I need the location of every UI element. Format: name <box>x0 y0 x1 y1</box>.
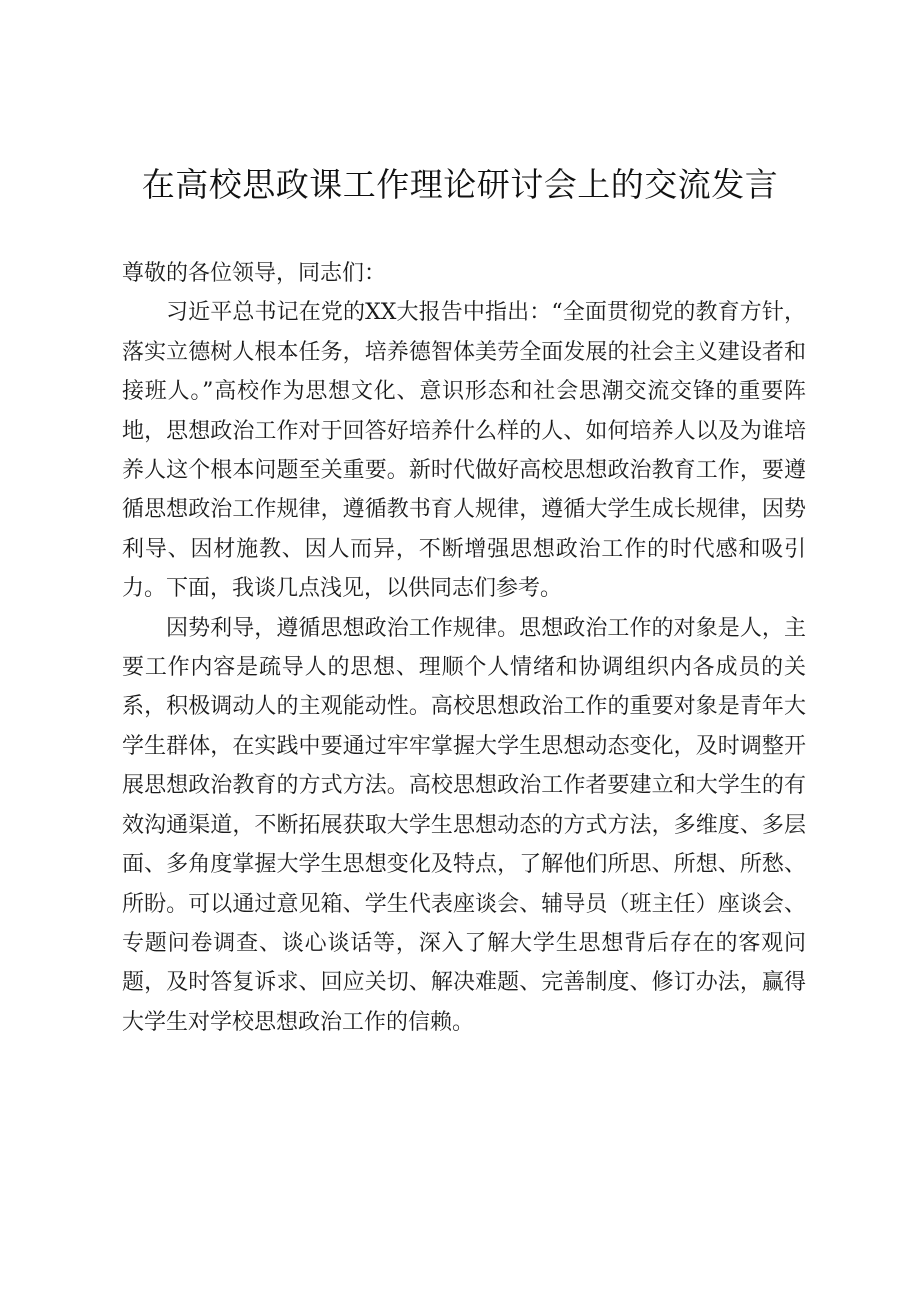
document-body <box>122 254 806 1042</box>
salutation: 尊敬的各位领导，同志们： <box>122 261 387 286</box>
paragraph-intro: 习近平总书记在党的XX大报告中指出：“全面贯彻党的教育方针，落实立德树人根本任务，培养德智体美劳全面发展的社会主义建设者和接班人。”高校作为思想文化、意识形态和社会思潮交流交锋的重要阵地，思想政治工作对于回答好培养什么样的人、如何培养人以及为谁培养人这个根本问题至关重要。新时代做好高校思想政治教育工作，要遵循思想政治工作规律，遵循教书育人规律，遵循大学生成长规律，因势利导、因材施教、因人而异，不断增强思想政治工作的时代感和吸引力。下面，我谈几点浅见，以供同志们参考。 <box>122 300 806 602</box>
paragraph-first-point: 因势利导，遵循思想政治工作规律。思想政治工作的对象是人，主要工作内容是疏导人的思想、理顺个人情绪和协调组织内各成员的关系，积极调动人的主观能动性。高校思想政治工作的重要对象是青年大学生群体，在实践中要通过牢牢掌握大学生思想动态变化，及时调整开展思想政治教育的方式方法。高校思想政治工作者要建立和大学生的有效沟通渠道，不断拓展获取大学生思想动态的方式方法，多维度、多层面、多角度掌握大学生思想变化及特点，了解他们所思、所想、所愁、所盼。可以通过意见箱、学生代表座谈会、辅导员（班主任）座谈会、专题问卷调查、谈心谈话等，深入了解大学生思想背后存在的客观问题，及时答复诉求、回应关切、解决难题、完善制度、修订办法，赢得大学生对学校思想政治工作的信赖。 <box>122 615 806 1035</box>
document-title: 在高校思政课工作理论研讨会上的交流发言 <box>141 165 779 204</box>
